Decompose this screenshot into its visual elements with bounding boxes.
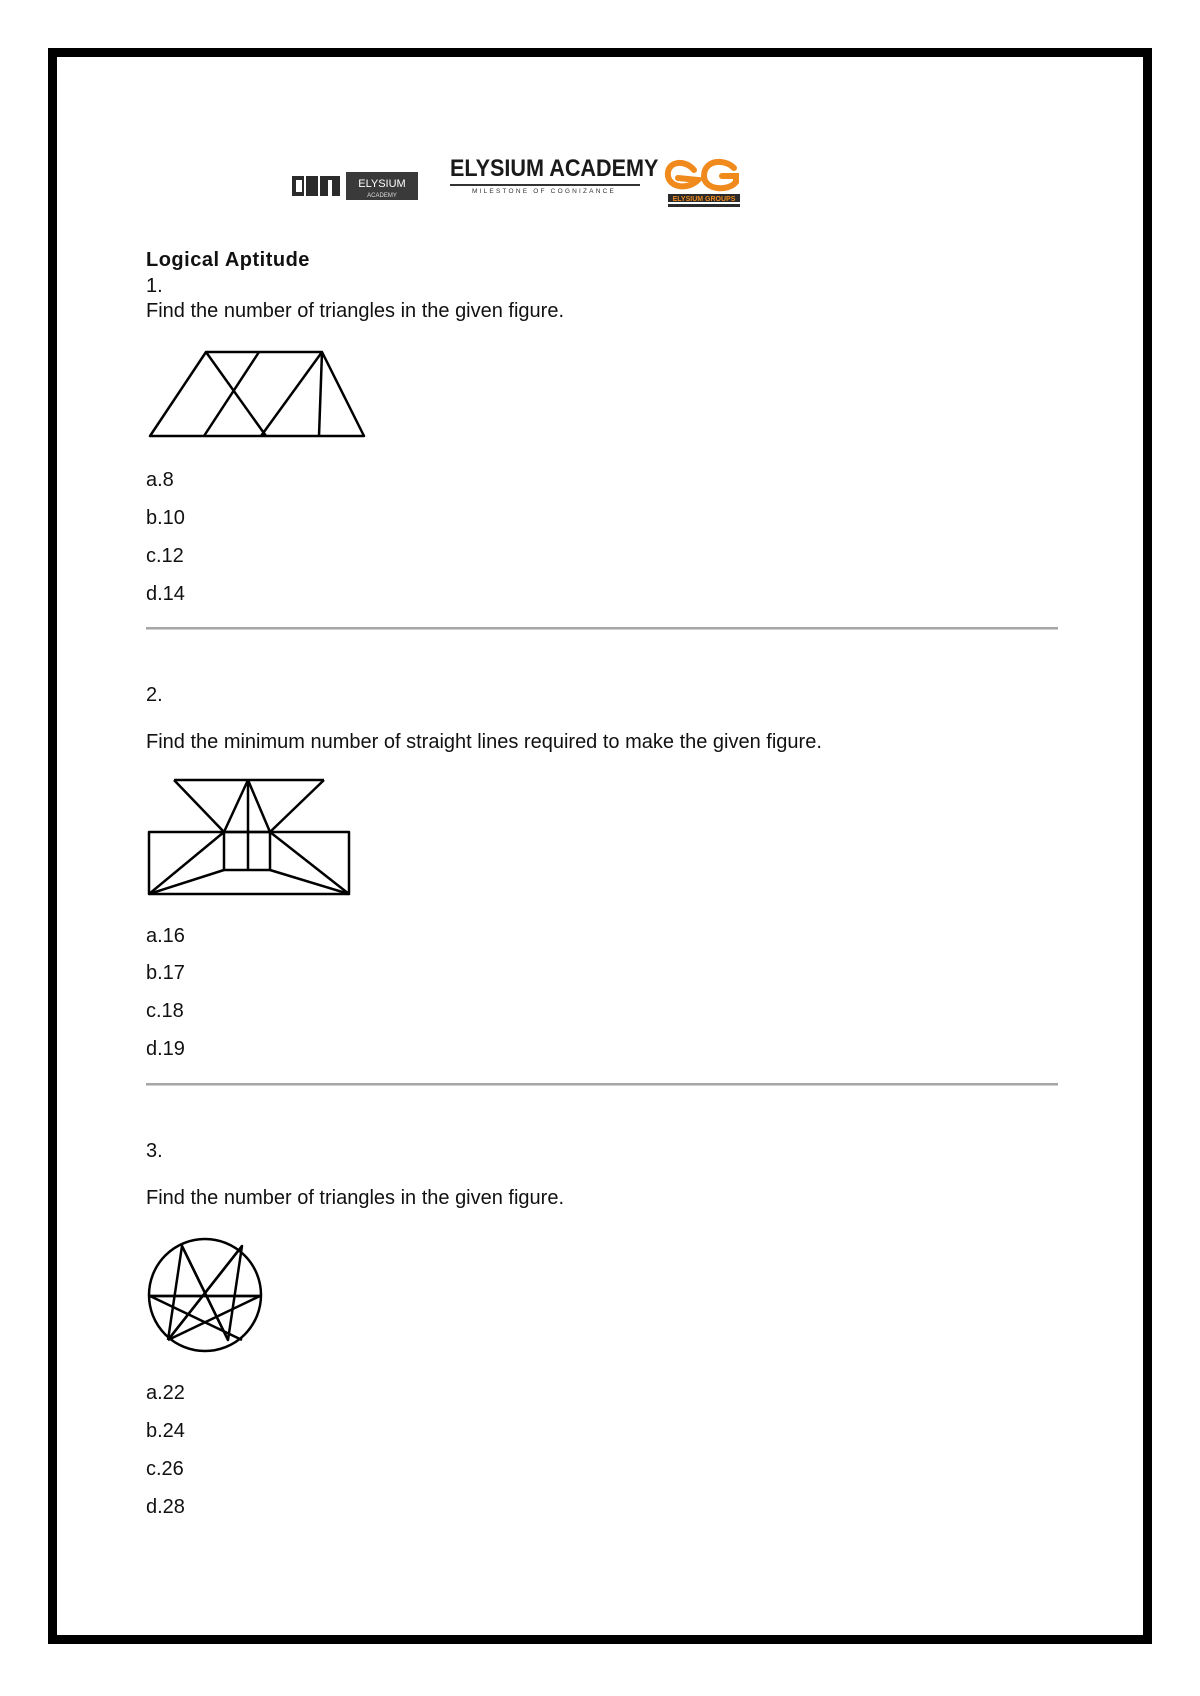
- question-3-number: 3.: [146, 1140, 163, 1162]
- question-2-option-b: b.17: [146, 962, 185, 984]
- question-2-text: Find the minimum number of straight lines required to make the given figure.: [146, 731, 822, 753]
- header-logos: [0, 150, 1200, 220]
- question-3-option-d: d.28: [146, 1496, 185, 1518]
- logo-left-text-1: ELYSIUM: [358, 178, 406, 190]
- question-1-option-b: b.10: [146, 507, 185, 529]
- question-3-text: Find the number of triangles in the given figure.: [146, 1187, 565, 1209]
- question-1-number: 1.: [146, 275, 163, 297]
- elysium-groups-eg-logo: [664, 156, 742, 210]
- trapezium-triangles-figure: [146, 346, 368, 442]
- question-1-option-c: c.12: [146, 545, 184, 567]
- question-2-option-d: d.19: [146, 1038, 185, 1060]
- question-1-option-a: a.8: [146, 469, 174, 491]
- question-3-option-b: b.24: [146, 1420, 185, 1442]
- logo-mid-name: ELYSIUM ACADEMY: [450, 155, 659, 182]
- question-2-number: 2.: [146, 684, 163, 706]
- question-2-option-a: a.16: [146, 925, 185, 947]
- question-1-text: Find the number of triangles in the given figure.: [146, 300, 565, 322]
- logo-right-text: ELYSIUM GROUPS: [672, 196, 736, 203]
- question-separator-2: [146, 1083, 1058, 1086]
- question-2-option-c: c.18: [146, 1000, 184, 1022]
- question-3-option-a: a.22: [146, 1382, 185, 1404]
- logo-left-text-2: ACADEMY: [367, 193, 397, 199]
- section-title: Logical Aptitude: [146, 249, 310, 271]
- elysium-academy-wordmark-logo: [450, 155, 659, 196]
- question-1-option-d: d.14: [146, 583, 185, 605]
- logo-mid-tagline: MILESTONE OF COGNIZANCE: [472, 188, 617, 195]
- elysium-academy-emblem-logo: [292, 170, 424, 202]
- logo-mid-rule: [450, 184, 640, 186]
- circle-star-figure: [146, 1236, 264, 1354]
- question-3-option-c: c.26: [146, 1458, 184, 1480]
- question-separator-1: [146, 627, 1058, 630]
- rectangle-hourglass-figure: [146, 776, 352, 898]
